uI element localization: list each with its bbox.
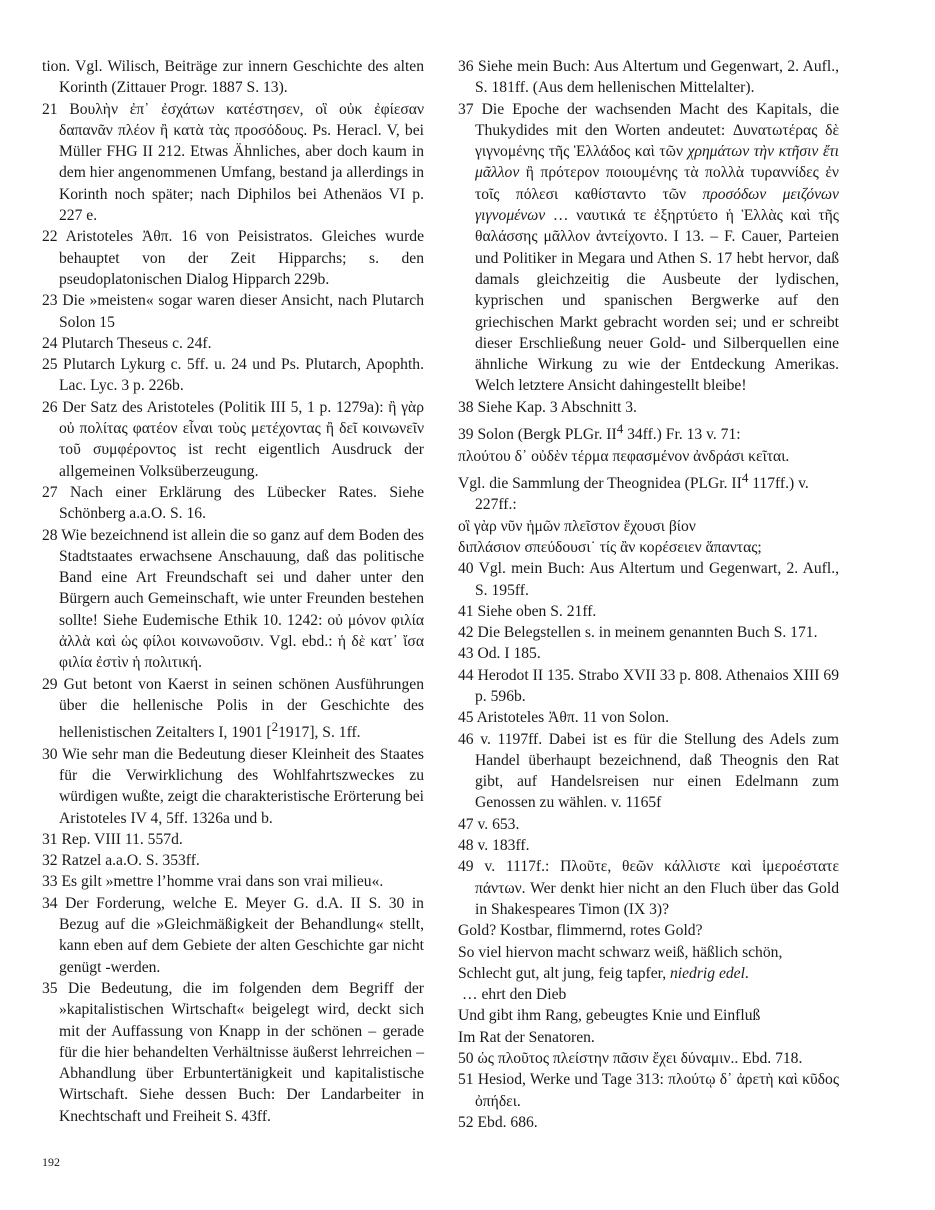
- footnote-37: [458, 99, 839, 397]
- footnote-26: [42, 397, 424, 482]
- footnote-number: 39: [458, 426, 474, 444]
- footnote-number: 52: [458, 1113, 474, 1131]
- footnote-number: 40: [458, 560, 474, 578]
- footnote-text: 34ff.) Fr. 13 v. 71:: [623, 426, 741, 444]
- footnote-39: [458, 418, 839, 558]
- footnote-text: Es gilt »mettre l’homme vrai dans son vrai milieu«.: [61, 873, 384, 891]
- shakespeare-verse: [458, 963, 839, 984]
- footnote-number: 23: [42, 292, 58, 310]
- footnote-number: 44: [458, 666, 474, 684]
- shakespeare-verse: So viel hiervon macht schwarz weiß, häßlich schön,: [458, 943, 783, 961]
- footnote-text: Plutarch Theseus c. 24f.: [61, 334, 212, 352]
- footnote-52: [458, 1112, 839, 1133]
- footnote-number: 41: [458, 602, 474, 620]
- footnote-41: [458, 601, 839, 622]
- footnote-31: [42, 829, 424, 850]
- footnote-38: [458, 397, 839, 418]
- footnote-text: Vgl. die Sammlung der Theognidea (PLGr. II: [458, 475, 742, 493]
- footnote-43: [458, 643, 839, 664]
- shakespeare-verse: Gold? Kostbar, flimmernd, rotes Gold?: [458, 922, 703, 940]
- left-column: [42, 56, 424, 1127]
- footnote-text: Die »meisten« sogar waren dieser Ansicht, nach Plutarch Solon 15: [59, 292, 424, 331]
- footnote-text: Hesiod, Werke und Tage 313: πλούτῳ δ᾽ ἀρετὴ καὶ κῦδος ὀπήδει.: [475, 1071, 839, 1110]
- footnote-30: [42, 744, 424, 829]
- footnote-34: [42, 893, 424, 978]
- verse-text: Schlecht gut, alt jung, feig tapfer,: [458, 964, 670, 982]
- footnote-20-continued: [42, 56, 424, 99]
- footnote-text: Rep. VIII 11. 557d.: [61, 830, 183, 848]
- footnote-44: [458, 665, 839, 708]
- footnote-number: 49: [458, 858, 474, 876]
- footnote-text: Nach einer Erklärung des Lübecker Rates. Siehe Schönberg a.a.O. S. 16.: [59, 483, 424, 523]
- greek-italic-phrase: προσόδων μειζόνων γιγνομένων: [475, 185, 839, 225]
- footnote-text: ἢ πρότερον ποιουμένης τὰ πολλὰ τυραννίδες ἐν τοῖς πόλεσι καθίσταντο τῶν: [475, 164, 839, 203]
- footnote-number: 35: [42, 979, 58, 997]
- shakespeare-verse: Im Rat der Senatoren.: [458, 1028, 595, 1046]
- footnote-text: Wie bezeichnend ist allein die so ganz auf dem Boden des Stadtstaates erwachsene Anschauung, daß das politische Band eine Art Freundschaft sei und daher unter den Bürgern auch Gemeinschaft, wie unter Freunden bestehen sollte! Siehe Eudemische Ethik 10. 1242: οὐ μόνον φιλία ἀλλὰ καὶ ὡς φίλοι κοινωνοῦσιν. Vgl. ebd.: ἡ δὲ κατ᾽ ἴσα φιλία ἐστὶν ἡ πολιτική.: [59, 526, 424, 672]
- footnote-51: [458, 1069, 839, 1112]
- shakespeare-verse: Und gibt ihm Rang, gebeugtes Knie und Einfluß: [458, 1007, 761, 1025]
- footnote-text: Die Bedeutung, die im folgenden dem Begriff der »kapitalistischen Wirtschaft« beigelegt wird, deckt sich mit der Auffassung von Knapp in der schönen – gerade für die hier behandelten Verhältnisse äußerst lehrreichen – Abhandlung über Erbuntertänigkeit und kapitalistische Wirtschaft. Siehe dessen Buch: Der Landarbeiter in Knechtschaft und Freiheit S. 43ff.: [59, 979, 424, 1125]
- footnote-text: Siehe mein Buch: Aus Altertum und Gegenwart, 2. Aufl., S. 181ff. (Aus dem hellenischen Mittelalter).: [475, 58, 840, 97]
- footnote-number: 38: [458, 398, 474, 416]
- footnote-text: Aristoteles Ἀθπ. 16 von Peisistratos. Gleiches wurde behauptet von der Zeit Hipparchs; s. den pseudoplatonischen Dialog Hipparch 229b.: [59, 228, 424, 288]
- footnote-33: [42, 871, 424, 892]
- footnote-42: [458, 622, 839, 643]
- footnote-number: 34: [42, 894, 58, 912]
- footnote-number: 22: [42, 228, 58, 246]
- greek-verse: πλούτου δ᾽ οὐδὲν τέρμα πεφασμένον ἀνδράσι κεῖται.: [458, 447, 790, 465]
- shakespeare-verse: … ehrt den Dieb: [462, 986, 567, 1004]
- footnote-46: [458, 729, 839, 814]
- footnote-number: 43: [458, 645, 474, 663]
- edition-superscript: 4: [741, 469, 749, 485]
- footnote-text: Ebd. 686.: [477, 1113, 538, 1131]
- footnote-number: 31: [42, 830, 58, 848]
- footnote-number: 48: [458, 837, 474, 855]
- footnote-number: 33: [42, 873, 58, 891]
- footnote-27: [42, 482, 424, 525]
- edition-superscript: 4: [616, 421, 624, 437]
- footnote-text: Der Forderung, welche E. Meyer G. d.A. II S. 30 in Bezug auf die »Gleichmäßigkeit der Behandlung« stellt, kann eben auf dem Gebiete der alten Geschichte gar nicht genügt -werden.: [59, 894, 424, 976]
- footnote-45: [458, 707, 839, 728]
- footnote-text: Solon (Bergk PLGr. II: [477, 426, 617, 444]
- footnote-text: Siehe Kap. 3 Abschnitt 3.: [477, 398, 637, 416]
- verse-text: .: [744, 964, 749, 982]
- footnote-number: 32: [42, 852, 58, 870]
- footnote-text: tion. Vgl. Wilisch, Beiträge zur innern Geschichte des alten Korinth (Zittauer Progr. 1887 S. 13).: [42, 58, 424, 97]
- footnote-number: 21: [42, 100, 58, 118]
- footnote-text: Od. I 185.: [477, 645, 541, 663]
- footnote-number: 45: [458, 709, 474, 727]
- footnote-text: v. 653.: [477, 815, 520, 833]
- footnote-text: v. 1197ff. Dabei ist es für die Stellung des Adels zum Handel überhaupt bezeichnend, daß Theognis den Rat gibt, auf Handelsreisen nur einen Edelmann zum Genossen zu wählen. v. 1165f: [475, 730, 839, 812]
- footnote-number: 29: [42, 675, 58, 693]
- footnote-number: 28: [42, 526, 58, 544]
- footnote-number: 37: [458, 100, 474, 118]
- footnote-text: Der Satz des Aristoteles (Politik III 5, 1 p. 1279a): ἢ γὰρ οὐ πολίτας φατέον εἶναι τοὺς μετέχοντας ἢ δεῖ κοινωνεῖν τοῦ συμφέροντος ist recht eigentlich Ausdruck der allgemeinen Volksüberzeugung.: [59, 398, 424, 480]
- footnote-number: 25: [42, 356, 58, 374]
- footnote-text: Vgl. mein Buch: Aus Altertum und Gegenwart, 2. Aufl., S. 195ff.: [475, 560, 839, 599]
- footnote-number: 50: [458, 1050, 474, 1068]
- footnote-32: [42, 850, 424, 871]
- footnote-text: Plutarch Lykurg c. 5ff. u. 24 und Ps. Plutarch, Apophth. Lac. Lyc. 3 p. 226b.: [59, 356, 425, 395]
- footnote-29: [42, 674, 424, 744]
- footnote-22: [42, 226, 424, 290]
- footnote-text: Herodot II 135. Strabo XVII 33 p. 808. Athenaios XIII 69 p. 596b.: [475, 666, 839, 705]
- footnote-text: 117ff.) v. 227ff.:: [475, 475, 809, 514]
- footnote-35: [42, 978, 424, 1127]
- footnote-50: [458, 1048, 839, 1069]
- footnote-text-after: 1917], S. 1ff.: [278, 724, 361, 742]
- footnote-text: Gut betont von Kaerst in seinen schönen Ausführungen über die hellenische Polis in der Geschichte des hellenistischen Zeitalters I, 1901 [: [59, 675, 424, 742]
- footnote-text: v. 183ff.: [477, 837, 530, 855]
- right-column: [458, 56, 839, 1133]
- footnote-number: 46: [458, 730, 474, 748]
- greek-verse: οἳ γὰρ νῦν ἡμῶν πλεῖστον ἔχουσι βίον: [458, 517, 696, 535]
- footnote-text: Βουλὴν ἐπ᾽ ἐσχάτων κατέστησεν, οἳ οὐκ ἐφίεσαν δαπανᾶν πλέον ἢ κατὰ τὰς προσόδους. Ps. Heracl. V, bei Müller FHG II 212. Etwas Ähnliches, aber doch kaum in dem hier angenommenen Umfang, bestand ja allerdings in Korinth noch später; nach Diphilos bei Athenäos VI p. 227 e.: [59, 100, 424, 225]
- footnote-28: [42, 525, 424, 674]
- footnote-40: [458, 558, 839, 601]
- page-number: 192: [42, 1155, 60, 1169]
- footnote-number: 27: [42, 483, 58, 501]
- verse-italic: niedrig edel: [670, 964, 745, 982]
- footnote-text: Die Belegstellen s. in meinem genannten Buch S. 171.: [477, 624, 818, 642]
- footnote-number: 51: [458, 1071, 474, 1089]
- footnote-number: 47: [458, 815, 474, 833]
- footnote-text: Wie sehr man die Bedeutung dieser Kleinheit des Staates für die Verwirklichung des Wohlfahrtszweckes zu würdigen wußte, zeigt die charakteristische Erörterung bei Aristoteles IV 4, 5ff. 1326a und b.: [59, 745, 425, 827]
- footnote-24: [42, 333, 424, 354]
- footnote-text: ὡς πλοῦτος πλείστην πᾶσιν ἔχει δύναμιν.. Ebd. 718.: [477, 1050, 803, 1068]
- footnote-number: 30: [42, 745, 58, 763]
- footnote-number: 36: [458, 58, 474, 75]
- footnote-48: [458, 835, 839, 856]
- footnote-49: [458, 856, 839, 1048]
- footnote-text: Die Epoche der wachsenden Macht des Kapitals, die Thukydides mit den Worten andeutet: Δυνατωτέρας δὲ γιγνομένης τῆς Ἑλλάδος καὶ τῶν: [475, 100, 839, 161]
- footnote-25: [42, 354, 424, 397]
- footnote-text: Siehe oben S. 21ff.: [477, 602, 597, 620]
- footnote-number: 26: [42, 398, 58, 416]
- footnote-text: v. 1117f.: Πλοῦτε, θεῶν κάλλιστε καὶ ἱμεροέστατε πάντων. Wer denkt hier nicht an den Fluch über das Gold in Shakespeares Timon (IX 3)?: [475, 858, 839, 918]
- footnote-text: [458, 467, 839, 516]
- footnote-36: [458, 56, 839, 99]
- footnote-text: … ναυτικά τε ἐξηρτύετο ἡ Ἑλλὰς καὶ τῆς θαλάσσης μᾶλλον ἀντείχοντο. I 13. – F. Cauer, Parteien und Politiker in Megara und Athen S. 17 hebt hervor, daß damals gleichzeitig die Ausbeute der lydischen, kyprischen und spanischen Bergwerke auf den griechischen Markt gebracht worden sei; und er schreibt dieser Erschließung neuer Gold- und Silberquellen eine ähnliche Wirkung zu wie der Entdeckung Amerikas. Welch letztere Ansicht dahingestellt bleibe!: [475, 207, 839, 395]
- footnote-47: [458, 814, 839, 835]
- footnote-text: Ratzel a.a.O. S. 353ff.: [61, 852, 200, 870]
- footnote-number: 42: [458, 624, 474, 642]
- greek-verse: διπλάσιον σπεύδουσι˙ τίς ἂν κορέσειεν ἅπαντας;: [458, 538, 762, 556]
- footnote-number: 24: [42, 334, 58, 352]
- footnote-23: [42, 290, 424, 333]
- footnote-21: [42, 99, 424, 227]
- footnote-text: Aristoteles Ἀθπ. 11 von Solon.: [476, 709, 669, 727]
- greek-italic-phrase: χρημάτων τὴν κτῆσιν ἔτι μᾶλλον: [475, 143, 839, 182]
- edition-superscript: 2: [271, 719, 279, 735]
